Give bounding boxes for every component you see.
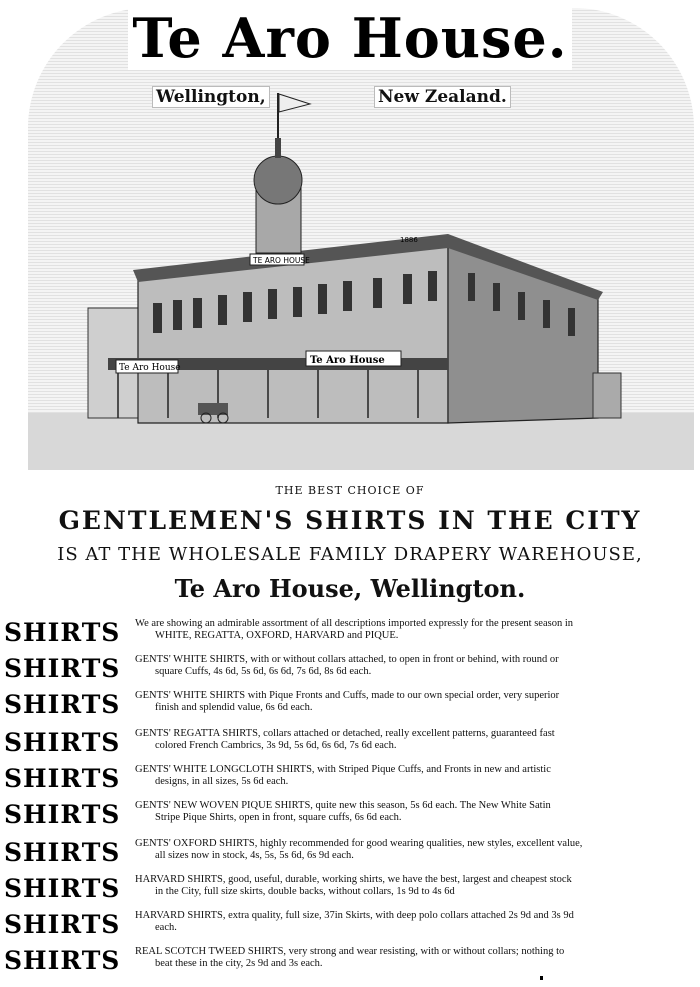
listing-description: GENTS' REGATTA SHIRTS, collars attached or detached, really excellent patterns, guaranteed fast colored French Cambrics, 3s 9d, 5s 6d, 6s 6d, 7s 6d each. — [135, 728, 555, 751]
year-plaque: 1886 — [400, 236, 418, 244]
listing-description: HARVARD SHIRTS, extra quality, full size, 37in Skirts, with deep polo collars attached 2s 9d and 3s 9d each. — [135, 910, 574, 933]
listing-row — [0, 728, 700, 765]
listing-row — [0, 690, 700, 727]
listing-row — [0, 910, 700, 947]
warehouse-line: IS AT THE WHOLESALE FAMILY DRAPERY WAREHOUSE, — [57, 544, 643, 565]
page-title: Te Aro House. — [0, 6, 700, 70]
listing-row — [0, 874, 700, 911]
listing-description: GENTS' WHITE LONGCLOTH SHIRTS, with Striped Pique Cuffs, and Fronts in new and artistic designs, in all sizes, 5s 6d each. — [135, 764, 551, 787]
listing-label: SHIRTS — [4, 654, 121, 683]
listing-description: GENTS' WHITE SHIRTS with Pique Fronts and Cuffs, made to our own special order, very superior finish and splendid value, 6s 6d each. — [135, 690, 560, 713]
listing-row — [0, 764, 700, 801]
listing-label: SHIRTS — [4, 618, 121, 647]
listing-label: SHIRTS — [4, 946, 121, 975]
location-country: New Zealand. — [374, 86, 511, 108]
listing-description: REAL SCOTCH TWEED SHIRTS, very strong and wear resisting, with or without collars; nothing to beat these in the city, 2s 9d and 3s each. — [135, 946, 565, 969]
print-speck — [540, 976, 543, 980]
building-engraving — [28, 8, 694, 470]
listing-row — [0, 800, 700, 837]
listing-row — [0, 654, 700, 691]
listing-label: SHIRTS — [4, 800, 121, 829]
listing-description: GENTS' WHITE SHIRTS, with or without collars attached, to open in front or behind, with round or square Cuffs, 4s 6d, 5s 6d, 6s 6d, 7s 6d, 8s 6d each. — [135, 654, 559, 677]
listing-row — [0, 838, 700, 875]
listing-label: SHIRTS — [4, 728, 121, 757]
listing-label: SHIRTS — [4, 874, 121, 903]
listing-label: SHIRTS — [4, 764, 121, 793]
listing-label: SHIRTS — [4, 838, 121, 867]
listing-description: HARVARD SHIRTS, good, useful, durable, working shirts, we have the best, largest and cheapest stock in the City, full size skirts, double backs, without collars, 1s 9d to 4s 6d — [135, 874, 572, 897]
storefront-sign-left: Te Aro House — [119, 363, 181, 373]
building-illustration — [28, 8, 694, 470]
roof-sign: TE ARO HOUSE — [253, 256, 310, 265]
listing-row — [0, 618, 700, 655]
listing-description: GENTS' NEW WOVEN PIQUE SHIRTS, quite new this season, 5s 6d each. The New White Satin Stripe Pique Shirts, open in front, square cuffs, 6s 6d each. — [135, 800, 551, 823]
headline: GENTLEMEN'S SHIRTS IN THE CITY — [58, 506, 642, 535]
location-city: Wellington, — [152, 86, 270, 108]
best-choice-line: THE BEST CHOICE OF — [275, 484, 425, 497]
listing-row — [0, 946, 700, 983]
listing-description: GENTS' OXFORD SHIRTS, highly recommended for good wearing qualities, new styles, excellent value, all sizes now in stock, 4s, 5s, 5s 6d, 6s 9d each. — [135, 838, 583, 861]
listing-label: SHIRTS — [4, 690, 121, 719]
listing-label: SHIRTS — [4, 910, 121, 939]
storefront-sign-right: Te Aro House — [310, 355, 385, 366]
listing-description: We are showing an admirable assortment of all descriptions imported expressly for the present season in WHITE, REGATTA, OXFORD, HARVARD and PIQUE. — [135, 618, 573, 641]
store-name: Te Aro House, Wellington. — [174, 574, 526, 603]
